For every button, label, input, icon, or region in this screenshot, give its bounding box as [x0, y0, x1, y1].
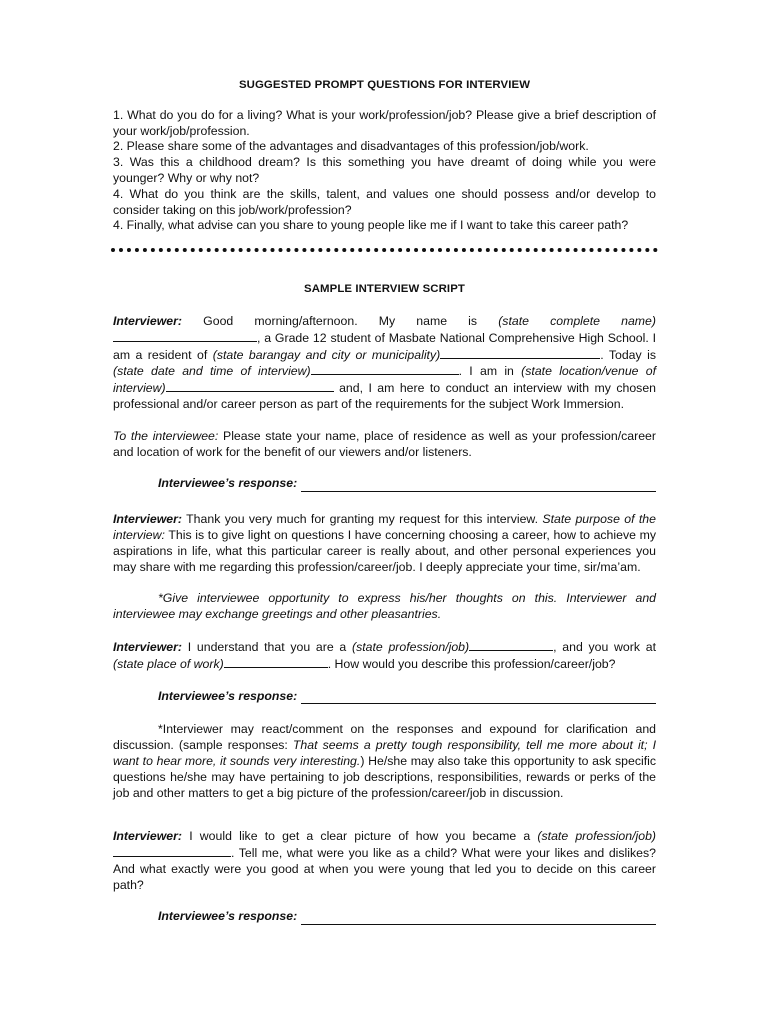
to-interviewee-text: Please state your name, place of residence as well as your profession/career and location of work for the benefit of our viewers and/or listeners. — [113, 428, 656, 459]
document-body — [113, 72, 656, 925]
interviewer-label: Interviewer: — [113, 829, 183, 844]
interview-script-title: SAMPLE INTERVIEW SCRIPT — [304, 283, 465, 296]
response-blank-2[interactable] — [301, 691, 656, 704]
prompt-questions-title: SUGGESTED PROMPT QUESTIONS FOR INTERVIEW — [238, 79, 531, 91]
understand-text-3: . How would you describe this profession/career/job? — [327, 656, 616, 671]
intro-placeholder-name: (state complete name) — [498, 313, 656, 328]
understand-placeholder-profession: (state profession/job) — [351, 639, 470, 654]
blank-childhood-profession — [113, 845, 231, 857]
purpose-label: State purpose of the interview: — [113, 512, 656, 542]
purpose-paragraph — [113, 512, 656, 575]
understand-paragraph — [113, 639, 656, 673]
interviewer-label: Interviewer: — [113, 313, 183, 328]
note-clarification-text-2: ) He/she may also take this opportunity to ask specific questions he/she may have pertaining to job descriptions, responsibilities, rewards or perks of the job and other matters to get a big picture of the profession/career/job in discussion. — [113, 753, 657, 800]
note-greetings — [113, 591, 656, 623]
purpose-text-2: This is to give light on questions I have concerning choosing a career, how to achieve my aspirations in life, what this particular career is really about, and other personal experiences you may share with me regarding this profession/career/job. I deeply appreciate your time, sir/ma’am. — [113, 527, 656, 574]
dotted-divider — [111, 248, 658, 252]
interviewer-label: Interviewer: — [113, 639, 183, 654]
response-label-3: Interviewee’s response: — [158, 909, 298, 924]
response-blank-1[interactable] — [301, 479, 656, 492]
childhood-text-1: I would like to get a clear picture of how you became a — [182, 829, 538, 844]
understand-text-1: I understand that you are a — [182, 639, 352, 654]
intro-text-4: . I am in — [458, 364, 522, 379]
childhood-text-2: . Tell me, what were you like as a child? What were your likes and dislikes? And what exactly were you good at when you were young that led you to decide on this career path? — [113, 846, 656, 892]
to-interviewee-paragraph — [113, 429, 656, 461]
purpose-text-1: Thank you very much for granting my request for this interview. — [182, 512, 543, 527]
note-sample-responses: That seems a pretty tough responsibility, tell me more about it; I want to hear more, it sounds very interesting. — [113, 738, 656, 768]
response-line-3 — [158, 909, 656, 925]
blank-venue — [166, 380, 334, 392]
question-3: 3. Was this a childhood dream? Is this something you have dreamt of doing while you were younger? Why or why not? — [113, 155, 656, 185]
understand-text-2: , and you work at — [553, 639, 656, 654]
to-interviewee-label: To the interviewee: — [113, 428, 219, 443]
note-clarification — [113, 722, 656, 801]
understand-placeholder-place: (state place of work) — [113, 656, 224, 671]
intro-paragraph — [113, 314, 656, 413]
intro-placeholder-date: (state date and time of interview) — [113, 364, 311, 379]
question-1: 1. What do you do for a living? What is your work/profession/job? Please give a brief description of your work/job/profession. — [113, 107, 656, 138]
response-blank-3[interactable] — [301, 912, 656, 925]
childhood-paragraph — [113, 829, 656, 893]
question-list — [113, 108, 656, 234]
childhood-placeholder-profession: (state profession/job) — [537, 829, 657, 844]
blank-place — [224, 656, 328, 668]
intro-placeholder-venue: (state location/venue of interview) — [113, 364, 657, 396]
blank-profession — [469, 639, 553, 651]
note-greetings-text: *Give interviewee opportunity to express his/her thoughts on this. Interviewer and interviewee may exchange greetings and other pleasantries. — [113, 591, 656, 622]
response-label-2: Interviewee’s response: — [158, 688, 298, 703]
intro-text-1: Good morning/afternoon. My name is — [182, 313, 499, 328]
blank-name — [113, 330, 257, 342]
intro-text-5: and, I am here to conduct an interview with my chosen professional and/or career person as part of the requirements for the subject Work Immersion. — [113, 381, 656, 411]
question-5: 4. Finally, what advise can you share to young people like me if I want to take this career path? — [113, 218, 629, 233]
blank-residence — [440, 347, 600, 359]
note-clarification-text-1: *Interviewer may react/comment on the responses and expound for clarification and discussion. (sample responses: — [113, 722, 656, 753]
intro-placeholder-residence: (state barangay and city or municipality) — [212, 347, 441, 362]
intro-text-2: , a Grade 12 student of Masbate National Comprehensive High School. I am a resident of — [113, 330, 656, 362]
question-4: 4. What do you think are the skills, talent, and values one should possess and/or develop to consider taking on this job/work/profession? — [113, 186, 656, 217]
interviewer-label: Interviewer: — [113, 512, 183, 527]
response-line-1 — [158, 476, 656, 492]
response-label-1: Interviewee’s response: — [158, 476, 298, 491]
blank-date — [311, 363, 459, 375]
response-line-2 — [158, 689, 656, 705]
question-2: 2. Please share some of the advantages and disadvantages of this profession/job/work. — [113, 139, 589, 154]
intro-text-3: . Today is — [600, 347, 656, 362]
